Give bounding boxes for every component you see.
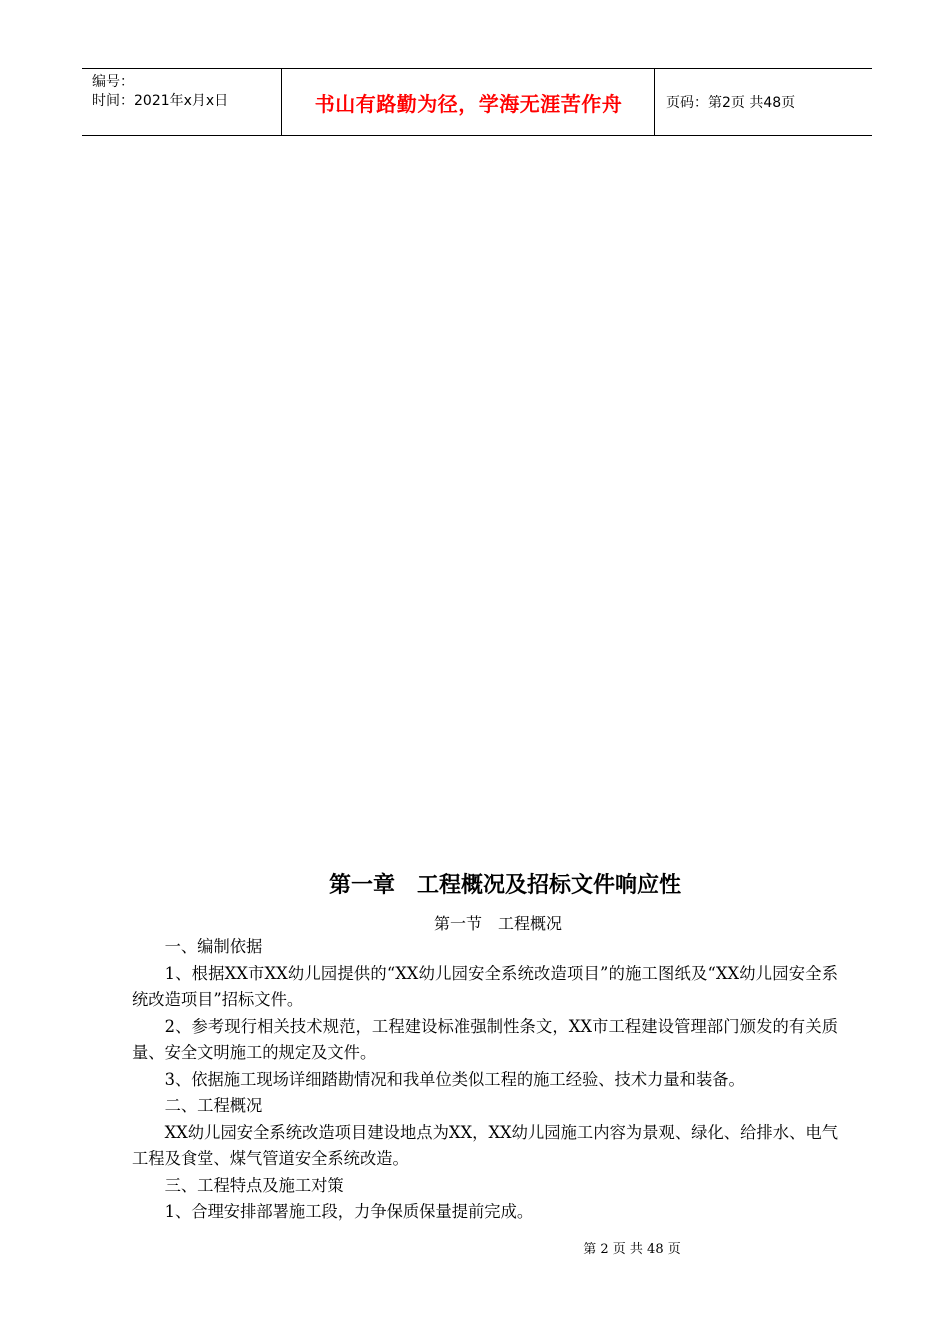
section-title: 第一节 工程概况	[433, 914, 562, 933]
header-motto: 书山有路勤为径，学海无涯苦作舟	[283, 69, 655, 135]
paragraph: XX幼儿园安全系统改造项目建设地点为XX，XX幼儿园施工内容为景观、绿化、给排水、电气工程及食堂、煤气管道安全系统改造。	[132, 1122, 838, 1168]
document-time-label: 时间：2021年x月x日	[92, 93, 229, 109]
page-footer: 第 2 页 共 48 页	[583, 1242, 681, 1257]
document-number-label: 编号：	[92, 74, 134, 90]
paragraph: 1、合理安排部署施工段，力争保质保量提前完成。	[164, 1202, 534, 1221]
header-info-cell	[82, 69, 282, 135]
paragraph: 二、工程概况	[164, 1096, 263, 1115]
body-content	[132, 934, 838, 1226]
paragraph: 2、参考现行相关技术规范，工程建设标准强制性条文，XX市工程建设管理部门颁发的有关质量、安全文明施工的规定及文件。	[132, 1016, 838, 1062]
paragraph: 3、依据施工现场详细踏勘情况和我单位类似工程的施工经验、技术力量和装备。	[164, 1069, 745, 1089]
page-header	[82, 68, 872, 136]
paragraph: 三、工程特点及施工对策	[164, 1175, 344, 1195]
paragraph: 一、编制依据	[164, 937, 263, 956]
header-page-info: 页码：第2页 共48页	[666, 95, 796, 111]
paragraph: 1、根据XX市XX幼儿园提供的“XX幼儿园安全系统改造项目”的施工图纸及“XX幼儿园安全系统改造项目”招标文件。	[132, 963, 838, 1009]
chapter-title: 第一章 工程概况及招标文件响应性	[328, 873, 681, 898]
